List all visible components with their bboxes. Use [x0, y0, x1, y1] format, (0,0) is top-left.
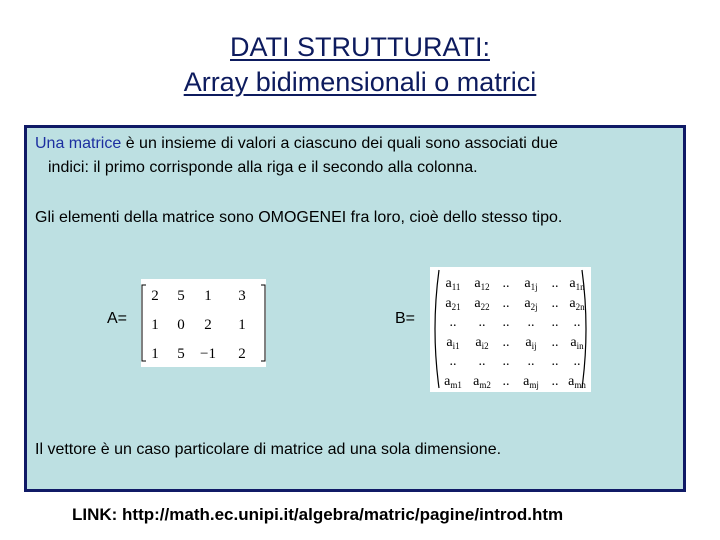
matrix-a-cell: 2 [238, 346, 246, 362]
matrix-b-cell: $a_{mn}$ [568, 374, 586, 390]
matrix-b-cell: .. [478, 315, 486, 330]
title-line-1: DATI STRUTTURATI: [230, 32, 490, 62]
matrix-a-left-bracket [142, 285, 146, 361]
matrix-b-cell: .. [551, 374, 559, 389]
matrix-b-figure [430, 267, 591, 392]
matrix-b-cell: .. [527, 315, 535, 330]
matrix-b-cell: .. [551, 276, 559, 291]
matrix-a-right-bracket [261, 285, 265, 361]
matrix-a-cell: 5 [177, 346, 185, 362]
definition-paragraph [35, 132, 675, 180]
definition-text-line-2: indici: il primo corrisponde alla riga e il secondo alla colonna. [48, 159, 478, 176]
matrix-b-left-paren [435, 270, 439, 388]
matrix-b-label: B= [395, 310, 416, 327]
matrix-a-cell: 5 [177, 288, 185, 304]
matrix-a-cell: 0 [177, 317, 185, 333]
matrix-b-cell: .. [527, 354, 535, 369]
vector-paragraph: Il vettore è un caso particolare di matrice ad una sola dimensione. [35, 441, 502, 458]
matrix-a-figure [141, 279, 266, 367]
matrix-b-cell: $a_{1j}$ [524, 276, 538, 292]
matrix-b-cell: .. [573, 315, 581, 330]
matrix-b-cell: .. [551, 296, 559, 311]
matrix-b-cell: $a_{11}$ [445, 276, 461, 292]
slide-title [0, 30, 720, 100]
matrix-b-cell: .. [449, 315, 457, 330]
matrix-b-cell: $a_{m1}$ [444, 374, 462, 390]
matrix-a-cell: 1 [238, 317, 246, 333]
homogeneous-paragraph: Gli elementi della matrice sono OMOGENEI fra loro, cioè dello stesso tipo. [35, 209, 563, 226]
matrix-b-cell: .. [502, 374, 510, 389]
content-panel [24, 125, 686, 492]
matrix-b-cell: $a_{ij}$ [525, 335, 537, 351]
definition-term: Una matrice [35, 135, 122, 152]
title-line-2: Array bidimensionali o matrici [183, 67, 537, 97]
matrix-b-cell: .. [502, 354, 510, 369]
matrix-b-cell: .. [502, 315, 510, 330]
matrix-b [430, 267, 591, 392]
matrix-b-cell: .. [573, 354, 581, 369]
matrix-a-cell: 3 [238, 288, 246, 304]
definition-text: è un insieme di valori a ciascuno dei quali sono associati due [121, 135, 558, 152]
matrix-a-cell: 1 [151, 346, 159, 362]
matrix-b-cell: $a_{2j}$ [524, 296, 538, 312]
matrix-b-cell: $a_{1n}$ [569, 276, 585, 292]
matrix-b-cell: $a_{22}$ [474, 296, 490, 312]
matrix-a-cell: 1 [151, 317, 159, 333]
reference-link[interactable]: LINK: http://math.ec.unipi.it/algebra/matric/pagine/introd.htm [72, 505, 564, 524]
matrix-b-cell: .. [551, 354, 559, 369]
matrix-b-cell: .. [478, 354, 486, 369]
matrix-a-cell: 2 [151, 288, 159, 304]
matrix-b-cell: .. [551, 335, 559, 350]
matrix-b-cell: $a_{i1}$ [446, 335, 460, 351]
matrix-b-cell: $a_{21}$ [445, 296, 461, 312]
matrix-b-cell: .. [502, 296, 510, 311]
matrix-a-cell: 2 [204, 317, 212, 333]
matrix-b-cell: $a_{2n}$ [569, 296, 585, 312]
matrix-a [141, 279, 266, 367]
matrix-a-cell: −1 [200, 346, 216, 362]
matrix-b-cell: .. [551, 315, 559, 330]
matrix-a-label: A= [107, 310, 128, 327]
matrix-b-cell: .. [502, 335, 510, 350]
matrix-b-cell: .. [502, 276, 510, 291]
matrix-b-cell: $a_{mj}$ [523, 374, 539, 390]
matrix-b-cell: $a_{m2}$ [473, 374, 491, 390]
matrix-b-cell: .. [449, 354, 457, 369]
matrix-b-cell: $a_{i2}$ [475, 335, 489, 351]
matrix-a-cell: 1 [204, 288, 212, 304]
matrix-b-cell: $a_{12}$ [474, 276, 490, 292]
matrix-b-cell: $a_{in}$ [570, 335, 584, 351]
